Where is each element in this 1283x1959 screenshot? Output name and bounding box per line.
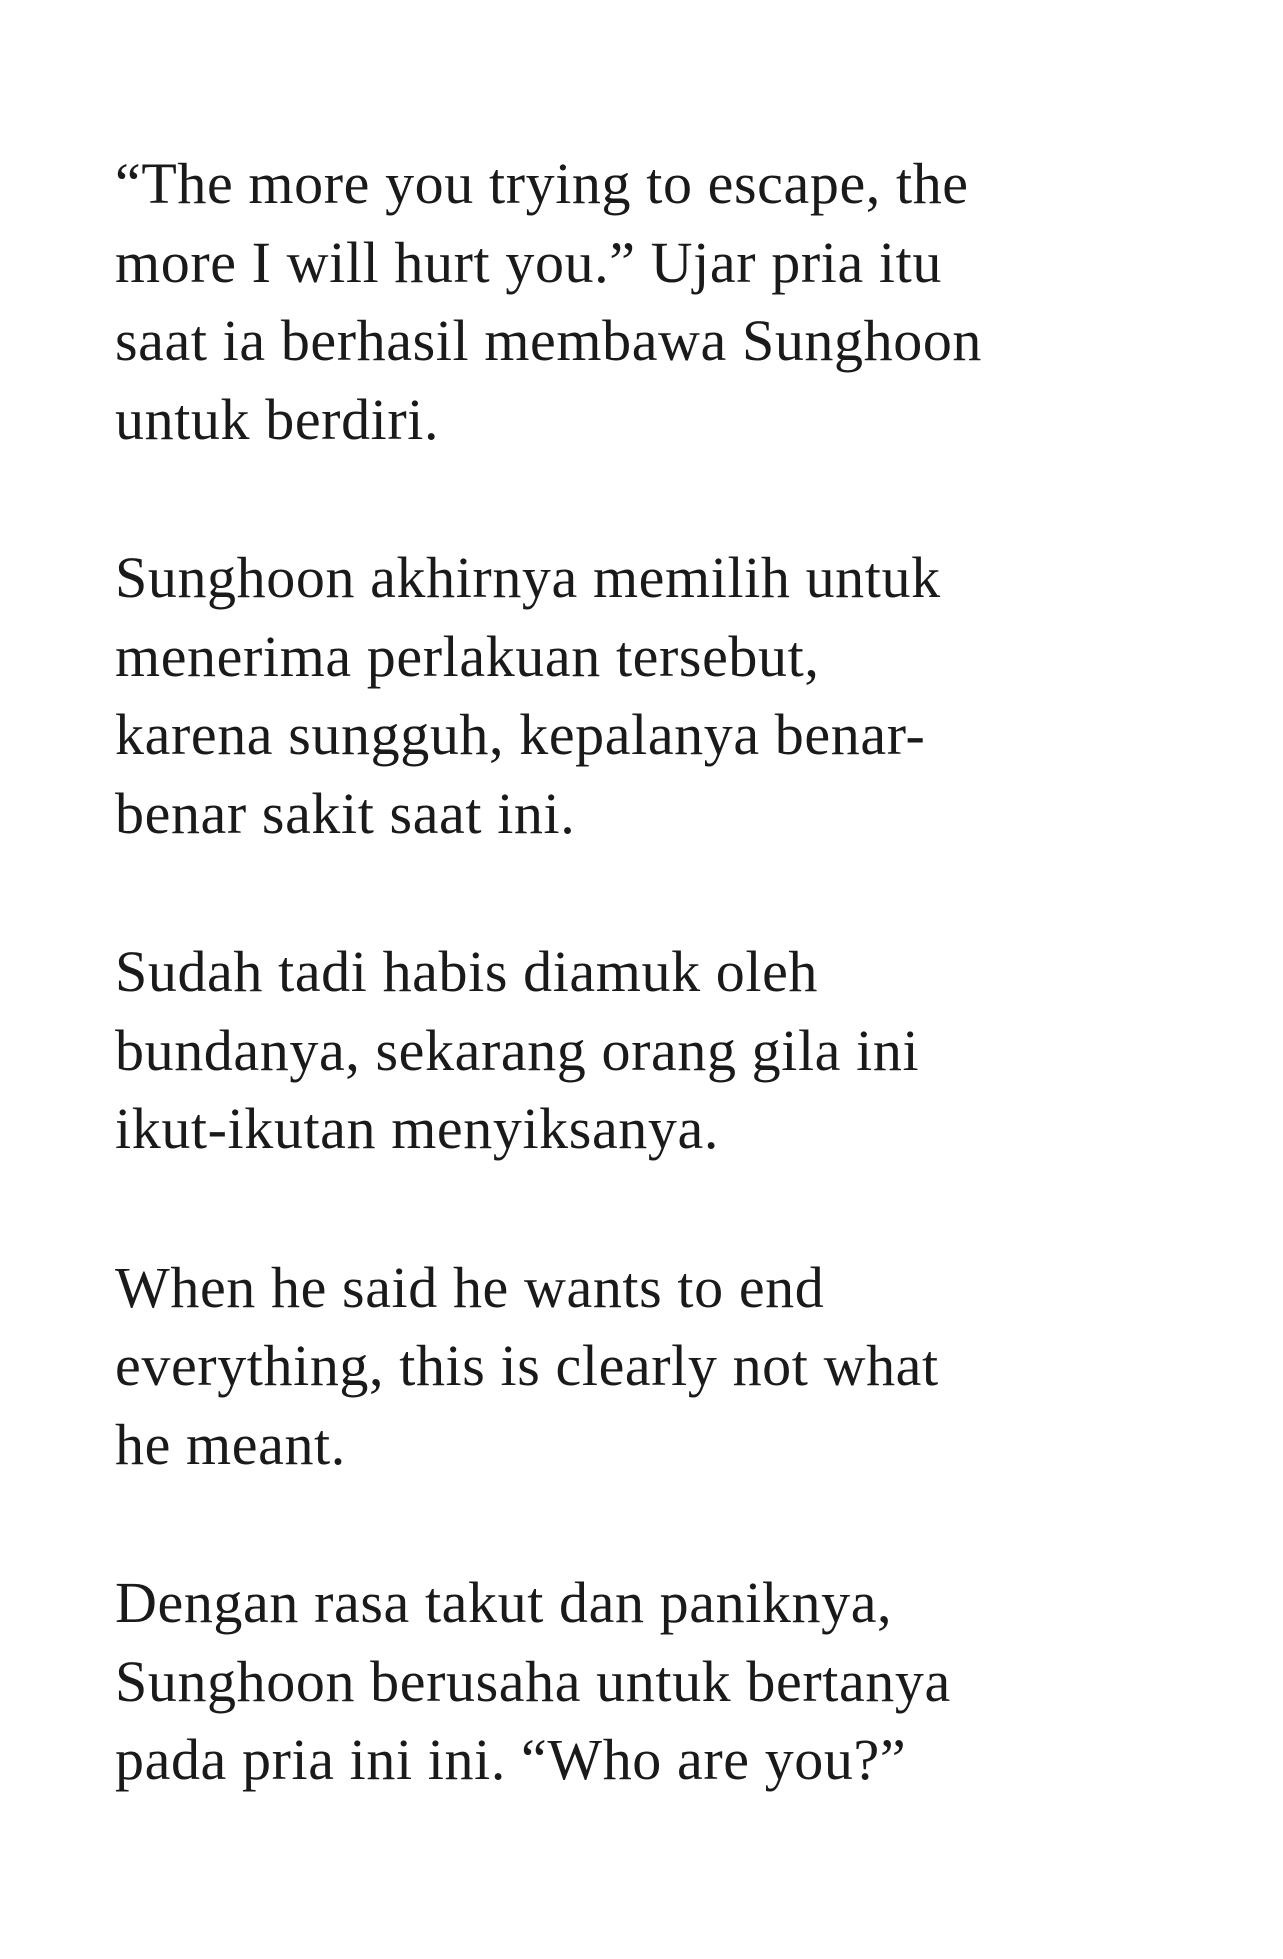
text-line: benar sakit saat ini. [115, 780, 576, 846]
text-line: pada pria ini ini. “Who are you?” [115, 1727, 907, 1792]
text-line: Sunghoon berusaha untuk bertanya [115, 1648, 951, 1714]
paragraph-1 [115, 145, 1195, 459]
text-line: he meant. [115, 1411, 346, 1477]
text-line: more I will hurt you.” Ujar pria itu [115, 229, 942, 295]
text-line: untuk berdiri. [115, 386, 440, 452]
story-text [115, 145, 1195, 1880]
paragraph-5 [115, 1564, 1195, 1800]
text-line: ikut-ikutan menyiksanya. [115, 1096, 719, 1161]
text-line: When he said he wants to end [115, 1254, 825, 1320]
paragraph-3 [115, 933, 1195, 1169]
text-line: Sudah tadi habis diamuk oleh [115, 939, 819, 1004]
text-line: “The more you trying to escape, the [115, 151, 969, 216]
paragraph-2 [115, 539, 1195, 853]
text-line: everything, this is clearly not what [115, 1333, 939, 1398]
text-line: bundanya, sekarang orang gila ini [115, 1017, 920, 1083]
text-line: Sunghoon akhirnya memilih untuk [115, 545, 941, 610]
text-line: menerima perlakuan tersebut, [115, 623, 820, 689]
text-line: karena sungguh, kepalanya benar- [115, 702, 926, 767]
text-line: Dengan rasa takut dan paniknya, [115, 1570, 893, 1635]
paragraph-4 [115, 1249, 1195, 1485]
text-line: saat ia berhasil membawa Sunghoon [115, 308, 983, 373]
